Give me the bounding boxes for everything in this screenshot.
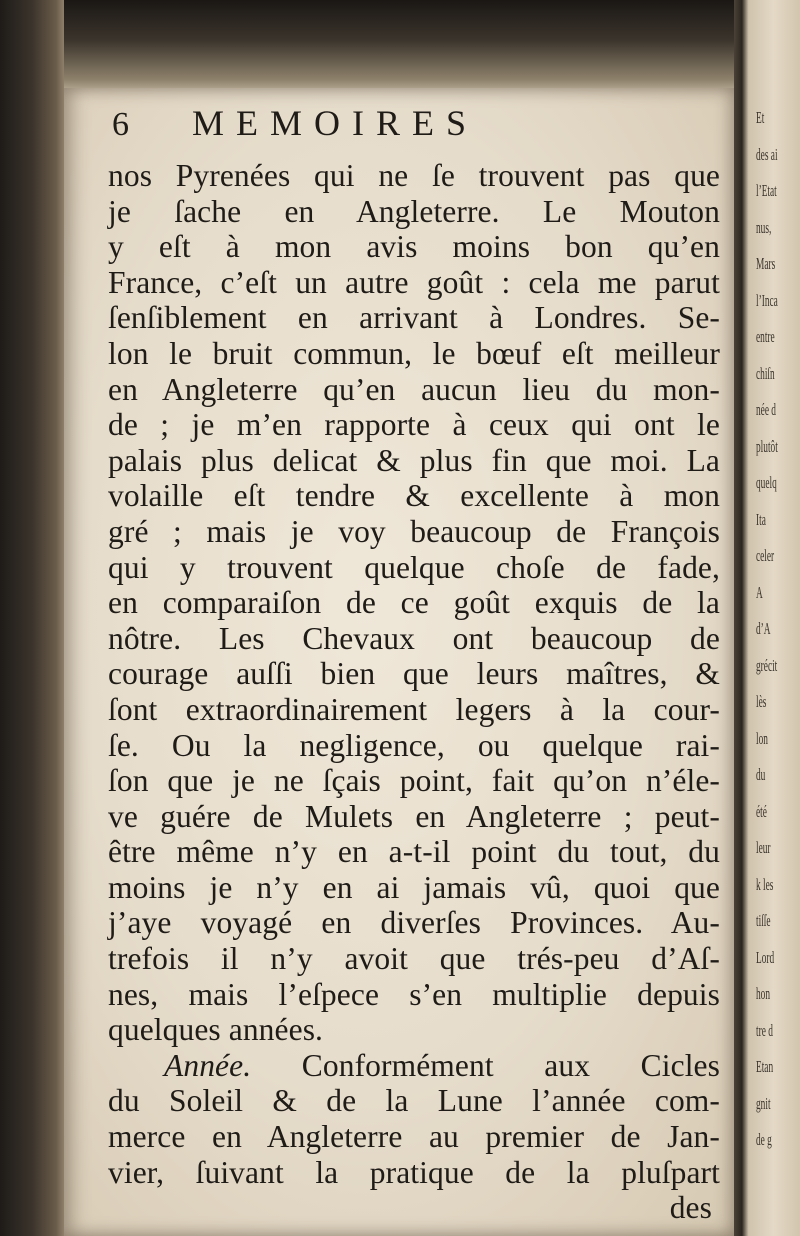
text-line: palais plus delicat & plus fin que moi. La (108, 442, 720, 478)
facing-page-fragment: Etan (756, 1057, 774, 1076)
text-line: y eſt à mon avis moins bon qu’en (108, 229, 720, 265)
facing-page-fragment: lon (756, 728, 768, 748)
text-line: qui y trouvent quelque choſe de fade, (108, 549, 720, 585)
facing-page-fragment: quelq (756, 473, 777, 492)
text-line: ſon que je ne ſçais point, fait qu’on n’éle- (108, 763, 720, 799)
text-line: j’aye voyagé en diverſes Provinces. Au- (108, 905, 720, 941)
text-line: ſenſiblement en arrivant à Londres. Se- (108, 300, 720, 336)
facing-page-fragment: de g (756, 1130, 772, 1149)
running-title: MEMOIRES (192, 103, 479, 143)
facing-page-fragment: leur (756, 838, 771, 857)
facing-page-fragment: entre (756, 327, 775, 346)
facing-page-fragment: née d (756, 400, 776, 419)
facing-page-fragment: chiſn (756, 363, 775, 383)
text-line: être même n’y en a-t-il point du tout, du (108, 834, 720, 870)
facing-page-fragment: plutôt (756, 436, 778, 456)
page-number: 6 (112, 106, 129, 143)
text-line-rest: Conformément aux Cicles (301, 1047, 720, 1083)
text-line: trefois il n’y avoit que trés-peu d’Aſ- (108, 941, 720, 977)
facing-page-fragment: gnit (756, 1093, 771, 1113)
text-line: nes, mais l’eſpece s’en multiplie depuis (108, 976, 720, 1012)
section-annee (108, 1048, 720, 1226)
facing-page-edge (734, 0, 800, 1236)
text-line: en comparaiſon de ce goût exquis de la (108, 585, 720, 621)
facing-page-fragment: tre d (756, 1020, 773, 1040)
text-line: courage auſſi bien que leurs maîtres, & (108, 656, 720, 692)
text-line: du Soleil & de la Lune l’année com- (108, 1083, 720, 1119)
facing-page-fragment: du (756, 765, 766, 784)
page-header (108, 102, 720, 158)
facing-page-fragment: Lord (756, 947, 775, 967)
text-line: volaille eſt tendre & excellente à mon (108, 478, 720, 514)
body-paragraph (108, 158, 720, 1048)
text-line: de ; je m’en rapporte à ceux qui ont le (108, 407, 720, 443)
text-line: vier, ſuivant la pratique de la pluſpart (108, 1154, 720, 1190)
facing-page-fragment: Ita (756, 509, 766, 529)
text-line: gré ; mais je voy beaucoup de François (108, 513, 720, 549)
facing-page-fragment: nus, (756, 217, 772, 237)
text-line: quelques années. (108, 1012, 324, 1048)
text-line: moins je n’y en ai jamais vû, quoi que (108, 869, 720, 905)
text-line (108, 1048, 720, 1084)
text-line: je ſache en Angleterre. Le Mouton (108, 193, 720, 229)
catchword: des (669, 1190, 712, 1226)
page-text (108, 102, 720, 1226)
section-heading: Année. (164, 1047, 252, 1083)
facing-page-fragment: Et (756, 108, 765, 127)
text-line: ve guére de Mulets en Angleterre ; peut- (108, 798, 720, 834)
facing-page-fragment: été (756, 801, 767, 821)
text-line: lon le bruit commun, le bœuf eſt meilleur (108, 335, 720, 371)
page-top-shadow (64, 0, 734, 100)
facing-page-fragment: l’Inca (756, 290, 778, 310)
facing-page-fragment: hon (756, 984, 771, 1003)
text-line: merce en Angleterre au premier de Jan- (108, 1119, 720, 1155)
binding-gutter (0, 0, 70, 1236)
facing-page-fragment: tiſſe (756, 911, 771, 930)
text-line: ſont extraordinairement legers à la cour- (108, 691, 720, 727)
facing-page-fragment: grécit (756, 655, 778, 675)
facing-page-fragment: k les (756, 874, 774, 894)
facing-page-fragment: A (756, 582, 763, 602)
facing-page-fragment: d’A (756, 619, 771, 638)
text-line: ſe. Ou la negligence, ou quelque rai- (108, 727, 720, 763)
text-line: France, c’eſt un autre goût : cela me parut (108, 264, 720, 300)
text-line: en Angleterre qu’en aucun lieu du mon- (108, 371, 720, 407)
text-line: nôtre. Les Chevaux ont beaucoup de (108, 620, 720, 656)
facing-page-fragment: celer (756, 546, 775, 565)
facing-page-fragment: lès (756, 692, 767, 711)
text-line: nos Pyrenées qui ne ſe trouvent pas que (108, 158, 720, 193)
facing-page-fragment: des ai (756, 144, 778, 164)
facing-page-fragment: l’Etat (756, 181, 777, 200)
facing-page-fragment: Mars (756, 254, 776, 273)
